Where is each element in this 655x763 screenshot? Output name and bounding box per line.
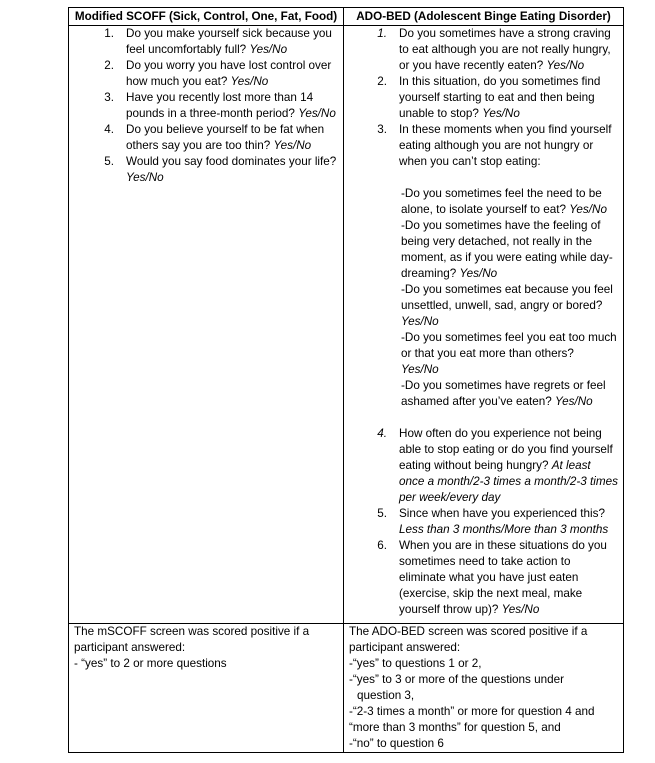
item-text	[399, 426, 618, 506]
answer-options: Yes/No	[569, 203, 607, 216]
list-item	[90, 122, 338, 154]
sub-question-text: -Do you sometimes feel the need to be alone, to isolate yourself to eat?	[401, 187, 602, 216]
list-item	[90, 154, 338, 186]
list-item	[363, 122, 618, 170]
item-number: 4.	[377, 427, 387, 440]
question-text: How often do you experience not being able to stop eating or do you find yourself eating without being hungry?	[399, 427, 613, 472]
item-number: 5.	[104, 155, 114, 168]
answer-options: Yes/No	[126, 171, 164, 184]
answer-options: Yes/No	[501, 603, 540, 616]
adobed-scoring-cell	[344, 624, 624, 753]
item-text	[126, 58, 338, 90]
list-item	[363, 74, 618, 122]
item-text	[126, 26, 338, 58]
scoring-criterion: -“2-3 times a month” or more for question 4 and	[349, 705, 595, 718]
item-text	[126, 90, 338, 122]
question-text: Do you make yourself sick because you feel uncomfortably full?	[126, 27, 332, 56]
scoring-intro: The mSCOFF screen was scored positive if a participant answered:	[74, 625, 310, 654]
answer-options: Yes/No	[273, 139, 312, 152]
item-text	[399, 122, 618, 170]
list-item	[90, 26, 338, 58]
answer-options: Yes/No	[482, 107, 520, 120]
mscoff-questions-cell	[69, 26, 344, 624]
scoring-criterion: question 3,	[357, 689, 415, 702]
header-mscoff: Modified SCOFF (Sick, Control, One, Fat, Food)	[69, 8, 344, 26]
header-adobed: ADO-BED (Adolescent Binge Eating Disorder)	[344, 8, 624, 26]
scoring-criterion: “more than 3 months” for question 5, and	[349, 721, 561, 734]
item-number: 2.	[104, 59, 114, 72]
list-item	[90, 58, 338, 90]
item-text	[399, 506, 618, 538]
item-number: 1.	[104, 27, 114, 40]
adobed-questions-cell	[344, 26, 624, 624]
sub-question-text: -Do you sometimes have regrets or feel ashamed after you’ve eaten?	[401, 379, 606, 408]
list-item	[90, 90, 338, 122]
scoring-criterion: -“yes” to 3 or more of the questions under	[349, 673, 565, 686]
question-text: Have you recently lost more than 14 pounds in a three-month period?	[126, 91, 314, 120]
mscoff-scoring-cell	[69, 624, 344, 753]
question-text: Do you sometimes have a strong craving to eat although you are not really hungry, or you have recently eaten?	[399, 27, 611, 72]
item-text	[126, 154, 338, 186]
item-number: 6.	[377, 539, 387, 552]
question-text: In these moments when you find yourself eating although you are not hungry or when you can’t stop eating:	[399, 123, 612, 168]
scoring-criterion: -“no” to question 6	[349, 737, 444, 750]
sub-question-text: -Do you sometimes feel you eat too much or that you eat more than others?	[401, 331, 617, 360]
scoring-criterion: - “yes” to 2 or more questions	[74, 657, 227, 670]
question-text: Do you believe yourself to be fat when others say you are too thin?	[126, 123, 325, 152]
list-item	[363, 538, 618, 618]
item-number: 2.	[377, 75, 387, 88]
answer-options: Yes/No	[546, 59, 585, 72]
item-text	[399, 26, 618, 74]
questionnaire-table	[68, 7, 624, 753]
sub-question	[401, 378, 618, 410]
question-text: In this situation, do you sometimes find yourself starting to eat and then being unable to stop?	[399, 75, 601, 120]
item-text	[126, 122, 338, 154]
item-text	[399, 74, 618, 122]
scoring-row	[69, 624, 624, 753]
questions-row	[69, 26, 624, 624]
item-number: 1.	[377, 27, 387, 40]
sub-question	[401, 330, 618, 378]
question-text: Since when have you experienced this?	[399, 507, 605, 520]
answer-options: Less than 3 months/More than 3 months	[399, 523, 609, 536]
answer-options: Yes/No	[401, 315, 439, 328]
header-row	[69, 8, 624, 26]
list-item	[363, 506, 618, 538]
scoring-criterion: -“yes” to questions 1 or 2,	[349, 657, 482, 670]
answer-options: Yes/No	[298, 107, 336, 120]
answer-options: Yes/No	[249, 43, 288, 56]
item-number: 3.	[104, 91, 114, 104]
sub-question	[401, 282, 618, 330]
answer-options: At least once a month/2-3 times a month/2-3 times per week/every day	[399, 459, 618, 504]
sub-question-text: -Do you sometimes have the feeling of being very detached, not really in the moment, as if you were eating while day-dreaming?	[401, 219, 613, 280]
item-number: 4.	[104, 123, 114, 136]
answer-options: Yes/No	[459, 267, 498, 280]
item-number: 3.	[377, 123, 387, 136]
sub-question-text: -Do you sometimes eat because you feel unsettled, unwell, sad, angry or bored?	[401, 283, 613, 312]
scoring-intro: The ADO-BED screen was scored positive if a participant answered:	[349, 625, 588, 654]
sub-question	[401, 218, 618, 282]
answer-options: Yes/No	[401, 363, 439, 376]
item-number: 5.	[377, 507, 387, 520]
list-item	[363, 26, 618, 74]
list-item	[363, 426, 618, 506]
answer-options: Yes/No	[230, 75, 269, 88]
sub-question	[401, 186, 618, 218]
item-text	[399, 538, 618, 618]
answer-options: Yes/No	[555, 395, 593, 408]
question-text: Would you say food dominates your life?	[126, 155, 337, 168]
question-text: Do you worry you have lost control over how much you eat?	[126, 59, 332, 88]
question-text: When you are in these situations do you sometimes need to take action to eliminate what you have just eaten (exercise, skip the next meal, make yourself throw up)?	[399, 539, 607, 616]
